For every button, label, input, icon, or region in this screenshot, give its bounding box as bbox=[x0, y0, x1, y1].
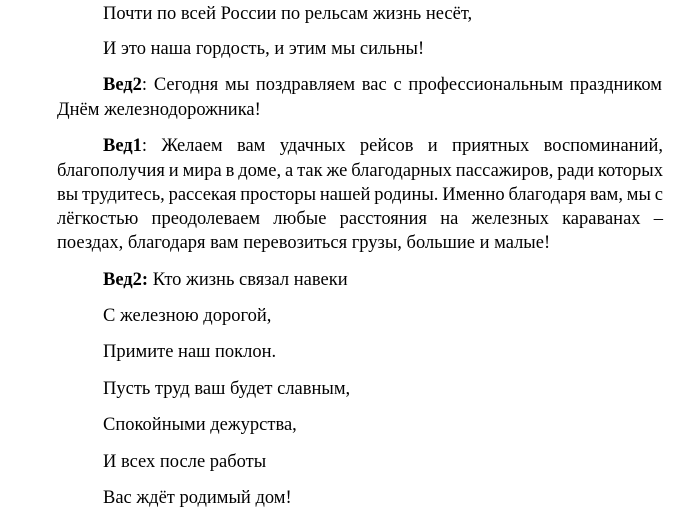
greeting-line bbox=[103, 73, 662, 97]
verse-line bbox=[103, 340, 276, 364]
speaker-label: Вед2: bbox=[103, 270, 149, 290]
wishes-line bbox=[57, 183, 663, 207]
verse-line-text: И это наша гордость, и этим мы сильны! bbox=[103, 39, 425, 59]
greeting-line-content bbox=[103, 73, 662, 97]
verse-line bbox=[103, 268, 348, 292]
verse-line bbox=[103, 377, 350, 401]
speaker-label: Вед2 bbox=[103, 75, 142, 95]
verse-line bbox=[103, 413, 297, 437]
verse-line bbox=[103, 486, 292, 510]
speech-text: лёгкостью преодолеваем любые расстояния на железных караванах – bbox=[57, 209, 663, 229]
verse-line-text: Вас ждёт родимый дом! bbox=[103, 488, 292, 508]
speech-text: : Сегодня мы поздравляем вас с профессиональным праздником bbox=[141, 75, 662, 95]
verse-line-text: Пусть труд ваш будет славным, bbox=[103, 379, 351, 399]
wishes-line bbox=[103, 134, 663, 158]
verse-line-text: С железною дорогой, bbox=[103, 306, 272, 326]
speech-text: : Желаем вам удачных рейсов и приятных воспоминаний, bbox=[141, 136, 663, 156]
verse-line bbox=[103, 450, 266, 474]
verse-line-text: И всех после работы bbox=[103, 452, 267, 472]
verse-line-text: Почти по всей России по рельсам жизнь несёт, bbox=[103, 4, 473, 24]
verse-line-text: Кто жизнь связал навеки bbox=[148, 270, 348, 290]
speaker-label: Вед1 bbox=[103, 136, 142, 156]
wishes-line-content bbox=[103, 134, 663, 158]
wishes-line bbox=[57, 231, 550, 255]
speech-text: Днём железнодорожника! bbox=[57, 100, 261, 120]
wishes-line bbox=[57, 207, 663, 231]
verse-line bbox=[103, 304, 271, 328]
speech-text: благополучия и мира в доме, а так же благодарных пассажиров, ради которых bbox=[57, 161, 663, 181]
speech-text: вы трудитесь, рассекая просторы нашей родины. Именно благодаря вам, мы с bbox=[57, 185, 663, 205]
verse-line-content bbox=[103, 268, 348, 292]
verse-line-text: Примите наш поклон. bbox=[103, 342, 277, 362]
verse-line-text: Спокойными дежурства, bbox=[103, 415, 297, 435]
verse-line bbox=[103, 37, 424, 61]
verse-line bbox=[103, 2, 472, 26]
speech-text: поездах, благодаря вам перевозиться грузы, большие и малые! bbox=[57, 233, 551, 253]
greeting-line bbox=[57, 98, 261, 122]
wishes-line bbox=[57, 159, 663, 183]
